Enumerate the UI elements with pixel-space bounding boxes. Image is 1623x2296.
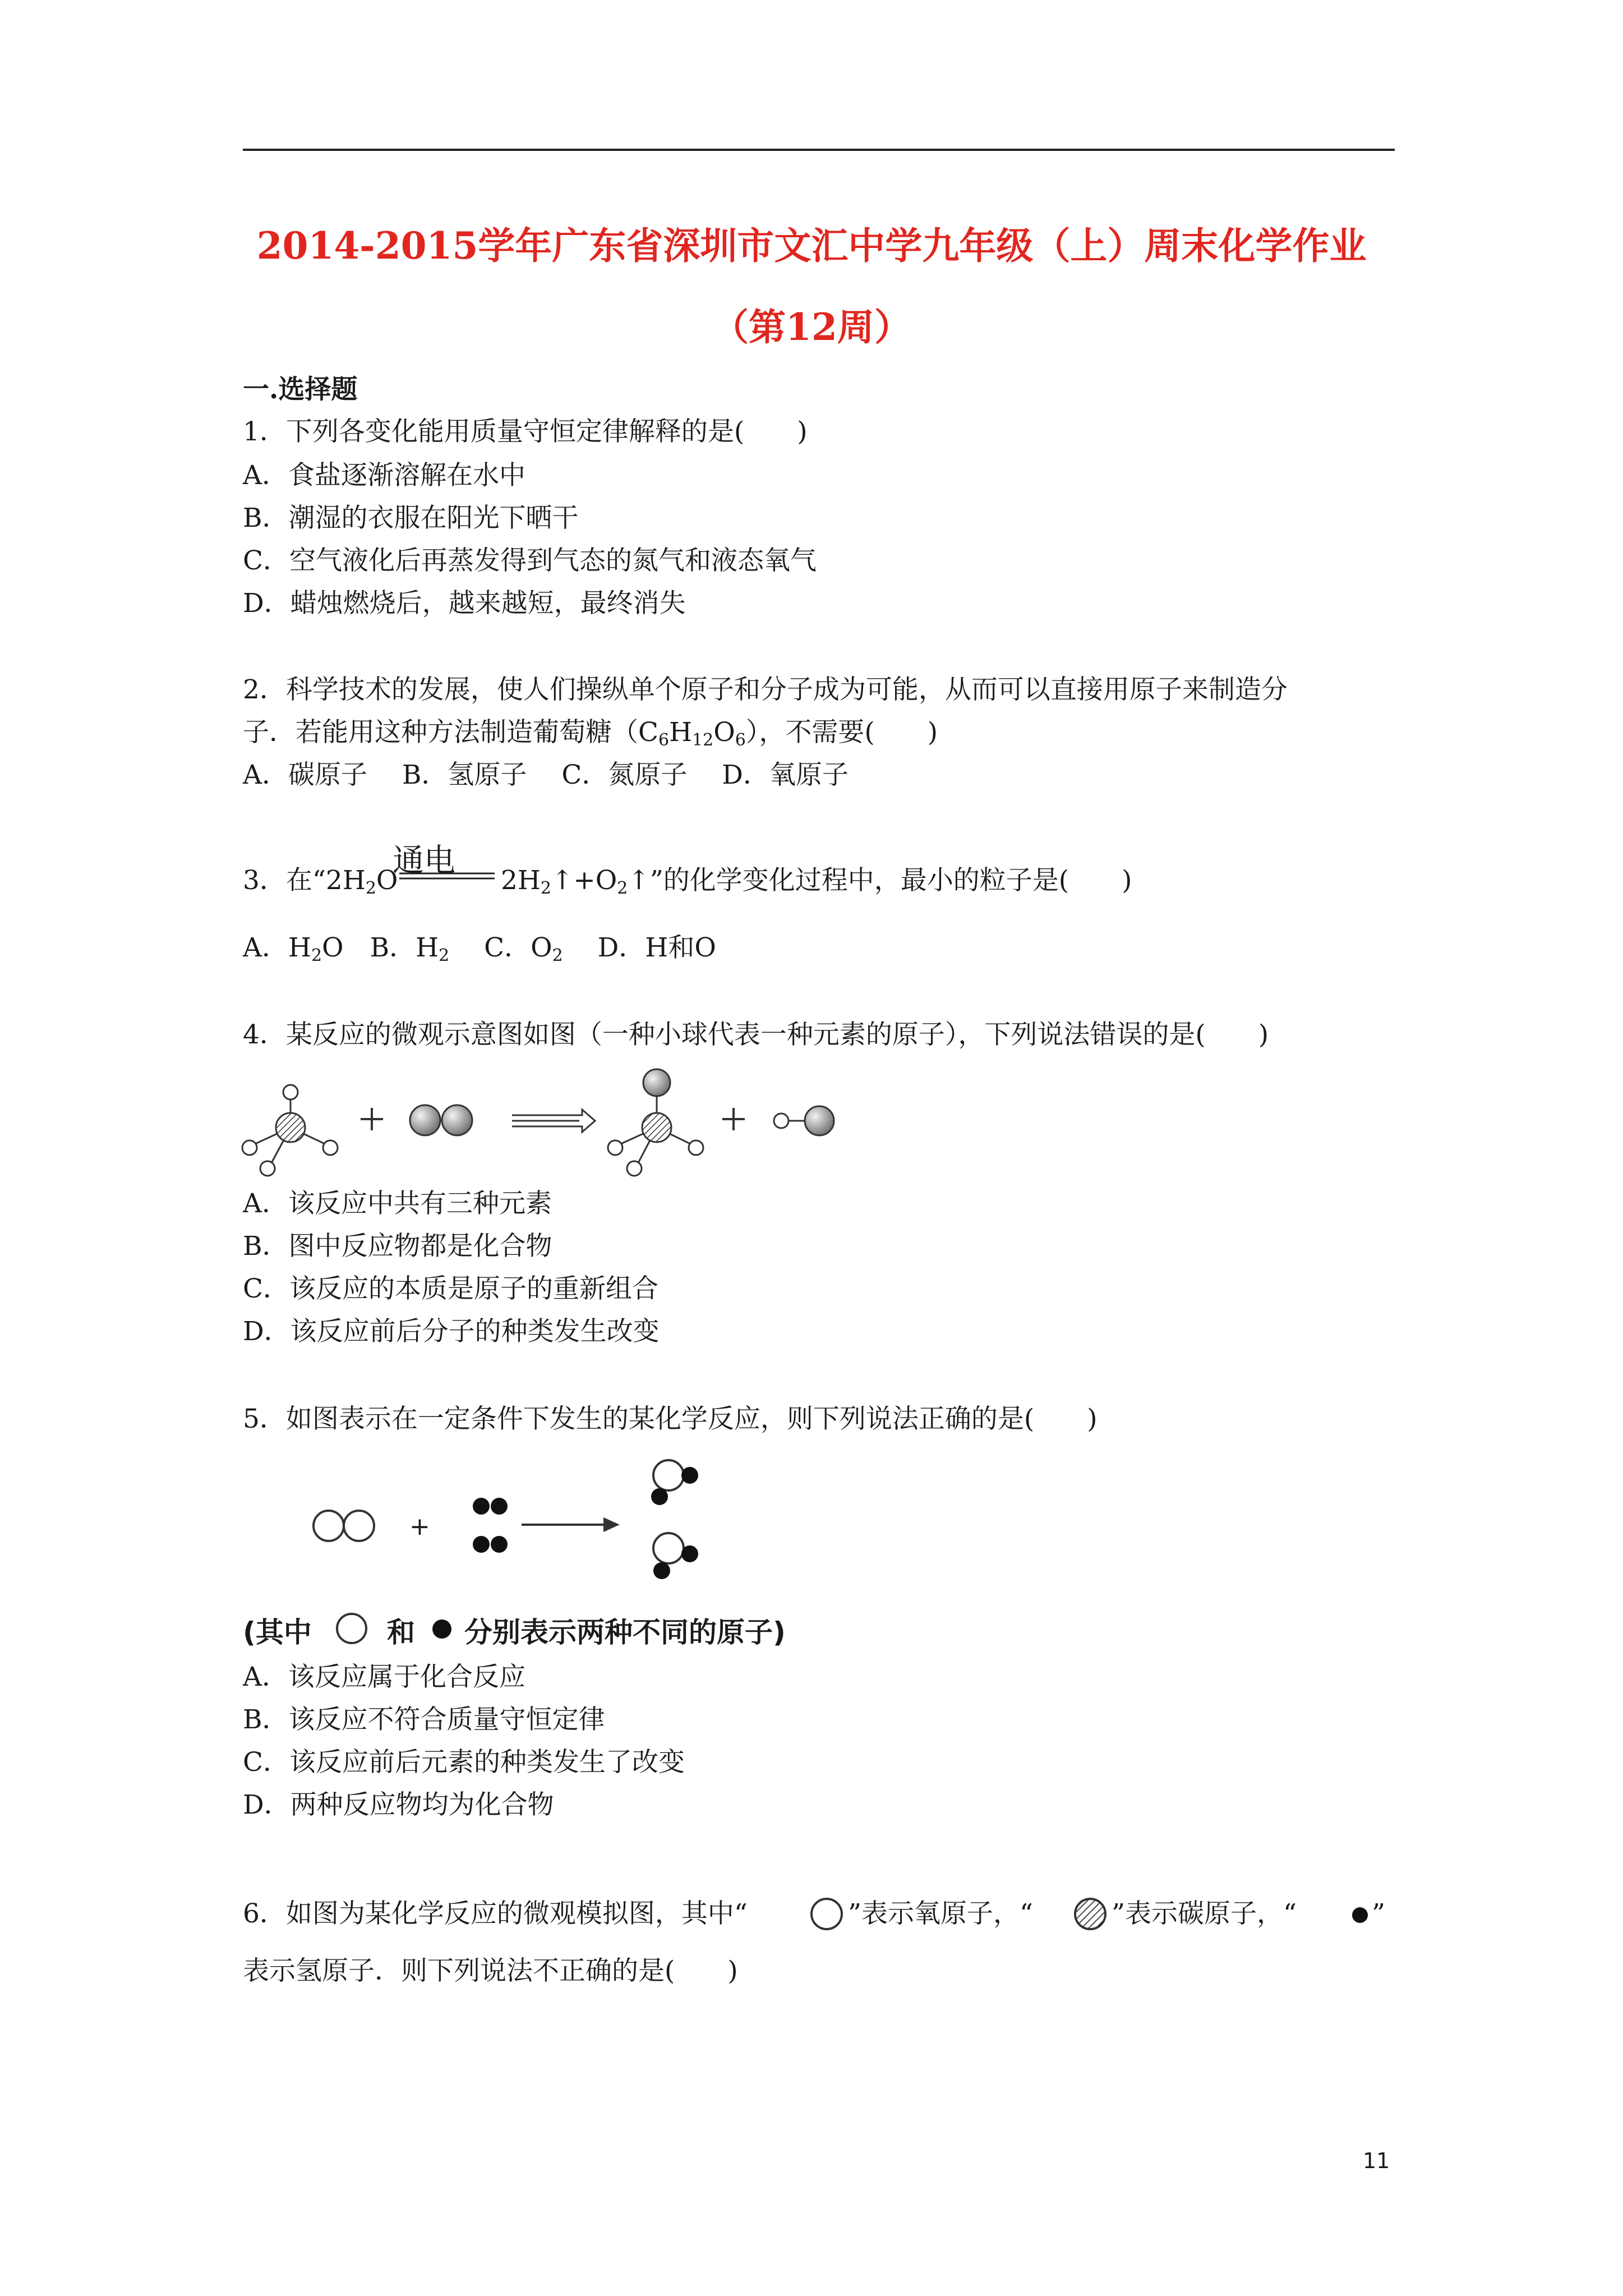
q5-option-c: C．该反应前后元素的种类发生了改变	[243, 1747, 685, 1778]
q6-stem-part2: ”表示氧原子，“	[848, 1898, 1034, 1929]
q4-product-molecule-2	[774, 1106, 834, 1135]
q6-stem-part4: ”	[1372, 1898, 1386, 1929]
q4-option-a: A．该反应中共有三种元素	[243, 1188, 552, 1219]
q5-plus-sign: +	[409, 1512, 430, 1541]
q1-option-a: A．食盐逐渐溶解在水中	[243, 460, 525, 491]
q5-option-d: D．两种反应物均为化合物	[243, 1789, 554, 1820]
q1-option-c: C．空气液化后再蒸发得到气态的氮气和液态氧气	[243, 545, 817, 576]
q1-option-b: B．潮湿的衣服在阳光下晒干	[243, 503, 579, 533]
header-rule	[243, 149, 1395, 151]
q3-options: A．$H_2O$ B．$H_2$ C．$O_2$ D．H和O	[243, 932, 716, 965]
q5-product-molecule-2	[653, 1533, 698, 1579]
q3-equals-sign	[399, 872, 495, 881]
q1-stem: 1．下列各变化能用质量守恒定律解释的是( )	[243, 416, 808, 447]
q5-product-molecule-1	[651, 1460, 698, 1505]
page-title: 2014-2015学年广东省深圳市文汇中学九年级（上）周末化学作业	[256, 224, 1367, 268]
q5-legend-left: (其中	[243, 1616, 312, 1649]
q6-oxygen-atom-icon	[808, 1895, 847, 1934]
q5-arrow	[522, 1519, 617, 1530]
q6-stem-part1: 6．如图为某化学反应的微观模拟图，其中“	[243, 1898, 748, 1929]
q6-hydrogen-atom-icon	[1346, 1902, 1374, 1930]
q2-stem-line1: 2．科学技术的发展，使人们操纵单个原子和分子成为可能，从而可以直接用原子来制造分	[243, 674, 1288, 705]
q5-legend-white-atom-icon	[333, 1610, 372, 1649]
page-subtitle: （第12周）	[712, 305, 911, 349]
q4-plus-1	[361, 1108, 383, 1130]
q4-arrow	[512, 1110, 595, 1132]
q4-product-molecule-1	[608, 1069, 703, 1176]
q6-carbon-atom-icon	[1071, 1895, 1110, 1934]
q4-reactant-molecule-2	[410, 1105, 472, 1135]
q2-stem-line2: 子．若能用这种方法制造葡萄糖$(C_6H_{12}O_6)$，不需要( )	[243, 717, 938, 750]
q5-reactant-black-molecules	[473, 1498, 508, 1553]
q4-stem: 4．某反应的微观示意图如图（一种小球代表一种元素的原子），下列说法错误的是( )	[243, 1019, 1269, 1050]
q4-reactant-molecule-1	[242, 1085, 338, 1176]
q5-option-b: B．该反应不符合质量守恒定律	[243, 1704, 605, 1735]
q5-legend-right: 分别表示两种不同的原子)	[464, 1616, 786, 1649]
q5-stem: 5．如图表示在一定条件下发生的某化学反应，则下列说法正确的是( )	[243, 1404, 1098, 1434]
q4-option-d: D．该反应前后分子的种类发生改变	[243, 1316, 660, 1347]
q4-plus-2	[722, 1108, 745, 1130]
q5-legend-and: 和	[387, 1616, 415, 1649]
q4-option-b: B．图中反应物都是化合物	[243, 1231, 552, 1262]
q4-reaction-diagram	[243, 1066, 860, 1195]
q5-option-a: A．该反应属于化合反应	[243, 1662, 525, 1692]
section-heading: 一.选择题	[243, 374, 358, 405]
q3-stem-part2: $2H_2↑+O_2↑$”的化学变化过程中，最小的粒子是( )	[501, 865, 1132, 898]
q4-option-c: C．该反应的本质是原子的重新组合	[243, 1273, 658, 1304]
q3-stem-part1: 3．在“$2H_2O$	[243, 865, 398, 898]
q6-stem-line2: 表示氢原子．则下列说法不正确的是( )	[243, 1955, 738, 1986]
q2-options: A．碳原子 B．氢原子 C．氮原子 D．氧原子	[243, 760, 849, 790]
q5-legend-black-atom-icon	[426, 1613, 460, 1647]
q5-reactant-white-molecule	[313, 1511, 374, 1541]
q5-reaction-diagram	[303, 1453, 740, 1604]
q1-option-d: D．蜡烛燃烧后，越来越短，最终消失	[243, 588, 686, 619]
q6-stem-part3: ”表示碳原子，“	[1112, 1898, 1297, 1929]
page-number: 11	[1363, 2148, 1390, 2173]
q3-condition-label: 通电	[393, 843, 455, 879]
